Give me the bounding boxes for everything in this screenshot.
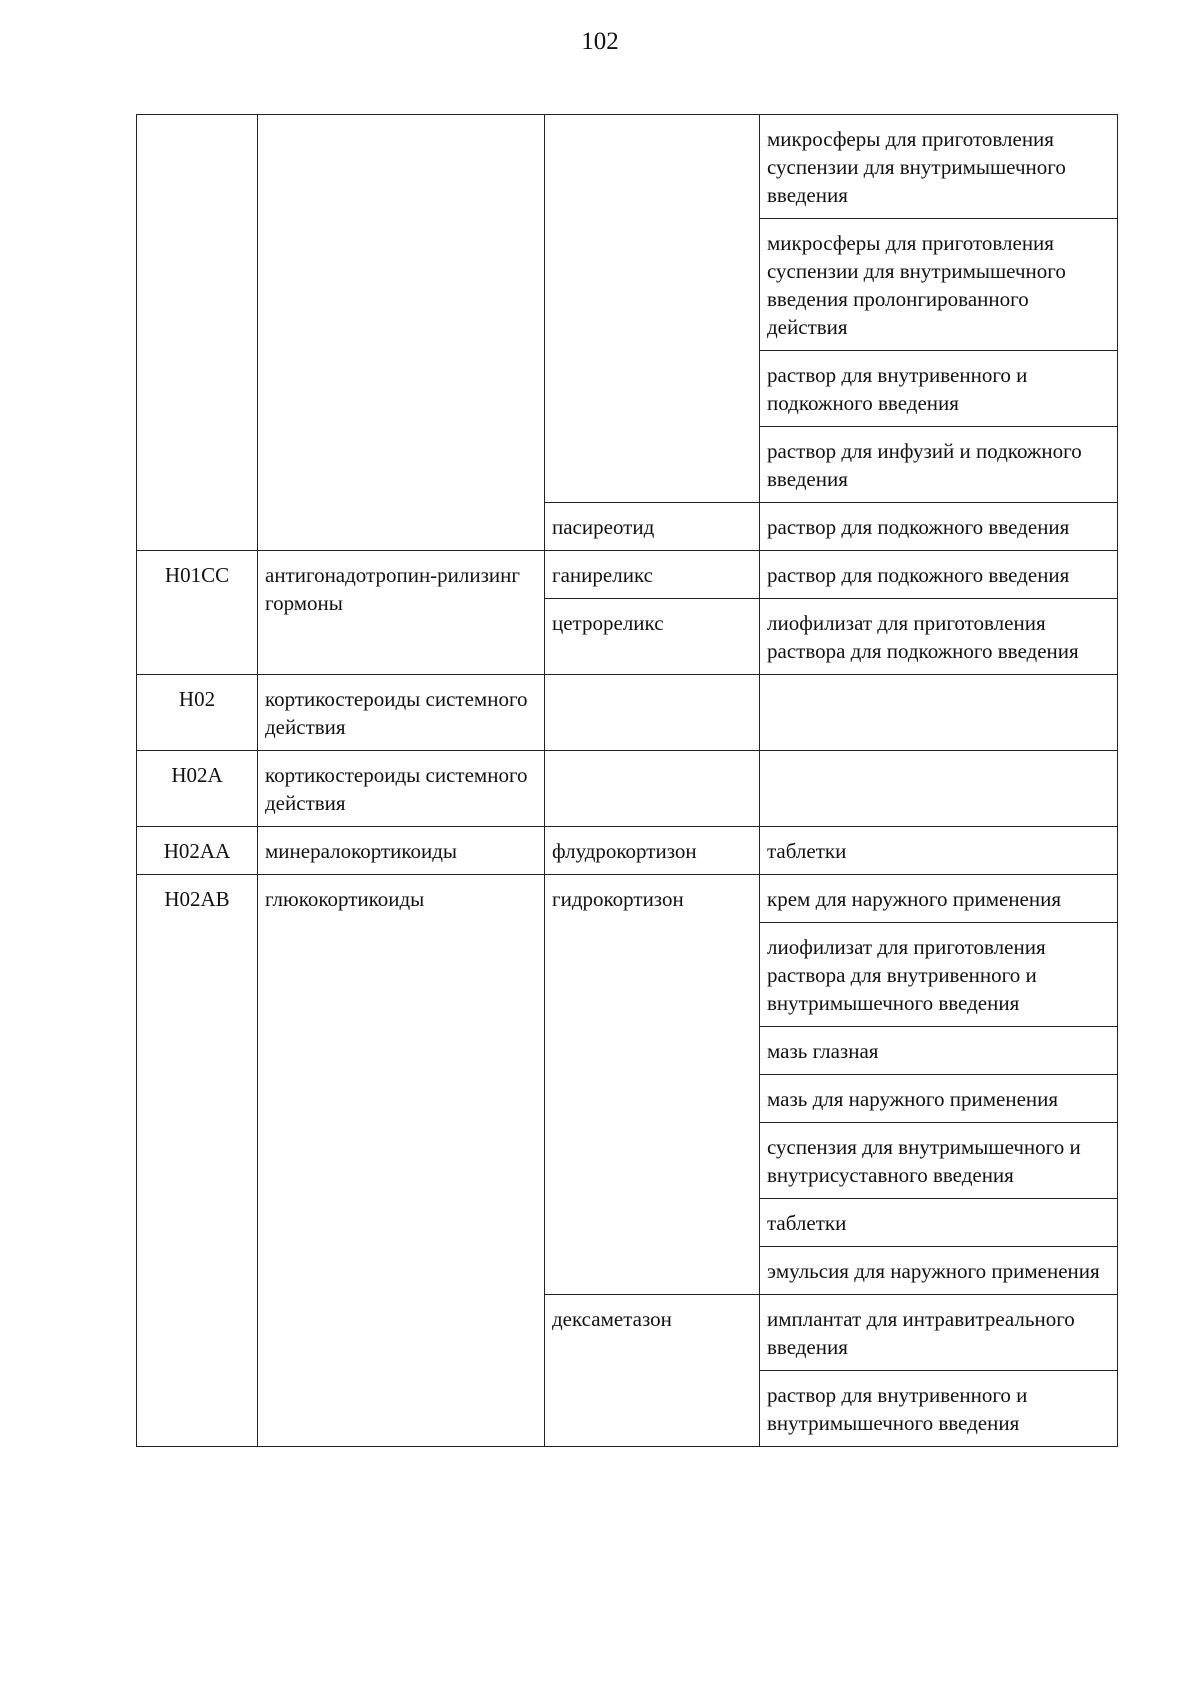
drug-name-cell: пасиреотид bbox=[545, 503, 760, 551]
dosage-form-cell: мазь глазная bbox=[760, 1027, 1118, 1075]
dosage-form-cell: микросферы для приготовления суспензии для внутримышечного введения пролонгированного действия bbox=[760, 219, 1118, 351]
dosage-form-cell: раствор для подкожного введения bbox=[760, 551, 1118, 599]
dosage-form-cell: лиофилизат для приготовления раствора для внутривенного и внутримышечного введения bbox=[760, 923, 1118, 1027]
dosage-form-cell: раствор для инфузий и подкожного введения bbox=[760, 427, 1118, 503]
table-row bbox=[137, 751, 1118, 827]
dosage-form-cell: микросферы для приготовления суспензии для внутримышечного введения bbox=[760, 115, 1118, 219]
drug-name-cell: цетрореликс bbox=[545, 599, 760, 675]
atc-code-cell: H01CC bbox=[137, 551, 258, 675]
group-name-cell: антигонадотропин-рилизинг гормоны bbox=[258, 551, 545, 675]
group-name-cell: минералокортикоиды bbox=[258, 827, 545, 875]
table-row bbox=[137, 675, 1118, 751]
dosage-form-cell: раствор для внутривенного и внутримышечного введения bbox=[760, 1371, 1118, 1447]
dosage-form-cell: суспензия для внутримышечного и внутрисуставного введения bbox=[760, 1123, 1118, 1199]
table-row bbox=[137, 115, 1118, 219]
drug-table bbox=[136, 114, 1118, 1447]
dosage-form-cell: таблетки bbox=[760, 1199, 1118, 1247]
dosage-form-cell: имплантат для интравитреального введения bbox=[760, 1295, 1118, 1371]
dosage-form-cell bbox=[760, 675, 1118, 751]
group-name-cell: кортикостероиды системного действия bbox=[258, 675, 545, 751]
page-number: 102 bbox=[581, 28, 619, 55]
atc-code-cell: H02AB bbox=[137, 875, 258, 1447]
dosage-form-cell: крем для наружного применения bbox=[760, 875, 1118, 923]
dosage-form-cell: эмульсия для наружного применения bbox=[760, 1247, 1118, 1295]
dosage-form-cell bbox=[760, 751, 1118, 827]
table-row bbox=[137, 827, 1118, 875]
atc-code-cell: H02A bbox=[137, 751, 258, 827]
table-row bbox=[137, 875, 1118, 923]
dosage-form-cell: лиофилизат для приготовления раствора для подкожного введения bbox=[760, 599, 1118, 675]
drug-name-cell: дексаметазон bbox=[545, 1295, 760, 1447]
drug-name-cell bbox=[545, 751, 760, 827]
atc-code-cell: H02 bbox=[137, 675, 258, 751]
drug-name-cell: флудрокортизон bbox=[545, 827, 760, 875]
drug-name-cell: гидрокортизон bbox=[545, 875, 760, 1295]
table-row bbox=[137, 551, 1118, 599]
group-name-cell bbox=[258, 115, 545, 551]
drug-name-cell bbox=[545, 675, 760, 751]
drug-name-cell bbox=[545, 115, 760, 503]
group-name-cell: кортикостероиды системного действия bbox=[258, 751, 545, 827]
group-name-cell: глюкокортикоиды bbox=[258, 875, 545, 1447]
atc-code-cell bbox=[137, 115, 258, 551]
dosage-form-cell: раствор для подкожного введения bbox=[760, 503, 1118, 551]
dosage-form-cell: таблетки bbox=[760, 827, 1118, 875]
atc-code-cell: H02AA bbox=[137, 827, 258, 875]
dosage-form-cell: раствор для внутривенного и подкожного введения bbox=[760, 351, 1118, 427]
dosage-form-cell: мазь для наружного применения bbox=[760, 1075, 1118, 1123]
drug-name-cell: ганиреликс bbox=[545, 551, 760, 599]
